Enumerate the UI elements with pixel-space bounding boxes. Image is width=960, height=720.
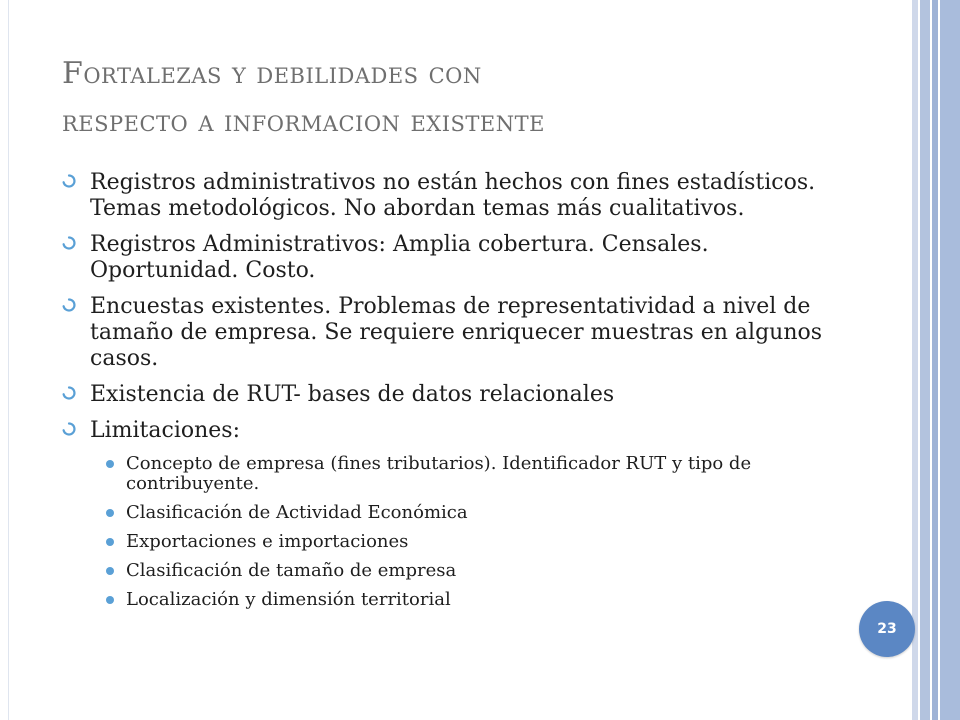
dot-bullet-icon [106, 460, 114, 468]
dot-bullet-icon [106, 596, 114, 604]
frame-line [8, 0, 9, 720]
bullet-text: Registros administrativos no están hechos con fines estadísticos. Temas metodológicos. No abordan temas más cualitativos. [90, 170, 816, 221]
bullet-item [62, 418, 852, 444]
swirl-bullet-icon [62, 236, 76, 250]
title-line-1: Fortalezas y debilidades con [62, 56, 482, 91]
sub-bullet-item [62, 590, 852, 610]
sub-bullet-item [62, 454, 852, 494]
bullet-text: Registros Administrativos: Amplia cobertura. Censales. Oportunidad. Costo. [90, 232, 709, 283]
bullet-item [62, 382, 852, 408]
swirl-bullet-icon [62, 386, 76, 400]
slide-title [62, 50, 882, 146]
bullet-text: Existencia de RUT- bases de datos relacionales [90, 382, 615, 407]
title-line-2: respecto a informacion existente [62, 104, 545, 139]
bullet-list [62, 170, 852, 619]
dot-bullet-icon [106, 509, 114, 517]
bullet-text: Encuestas existentes. Problemas de representatividad a nivel de tamaño de empresa. Se requiere enriquecer muestras en algunos casos. [90, 294, 823, 371]
sub-bullet-text: Exportaciones e importaciones [126, 531, 409, 552]
decor-stripe [940, 0, 960, 720]
sub-bullet-text: Localización y dimensión territorial [126, 589, 451, 610]
sub-bullet-text: Clasificación de Actividad Económica [126, 502, 468, 523]
bullet-item [62, 294, 852, 372]
sub-bullet-text: Concepto de empresa (fines tributarios). Identificador RUT y tipo de contribuyente. [126, 453, 752, 494]
sub-bullet-item [62, 532, 852, 552]
page-number-badge: 23 [859, 601, 915, 657]
sub-bullet-list [62, 454, 852, 610]
decor-stripe [920, 0, 930, 720]
bullet-item [62, 170, 852, 222]
bullet-text: Limitaciones: [90, 418, 240, 443]
dot-bullet-icon [106, 567, 114, 575]
sub-bullet-item [62, 561, 852, 581]
swirl-bullet-icon [62, 174, 76, 188]
sub-bullet-item [62, 503, 852, 523]
swirl-bullet-icon [62, 422, 76, 436]
dot-bullet-icon [106, 538, 114, 546]
sub-bullet-text: Clasificación de tamaño de empresa [126, 560, 457, 581]
swirl-bullet-icon [62, 298, 76, 312]
bullet-item [62, 232, 852, 284]
